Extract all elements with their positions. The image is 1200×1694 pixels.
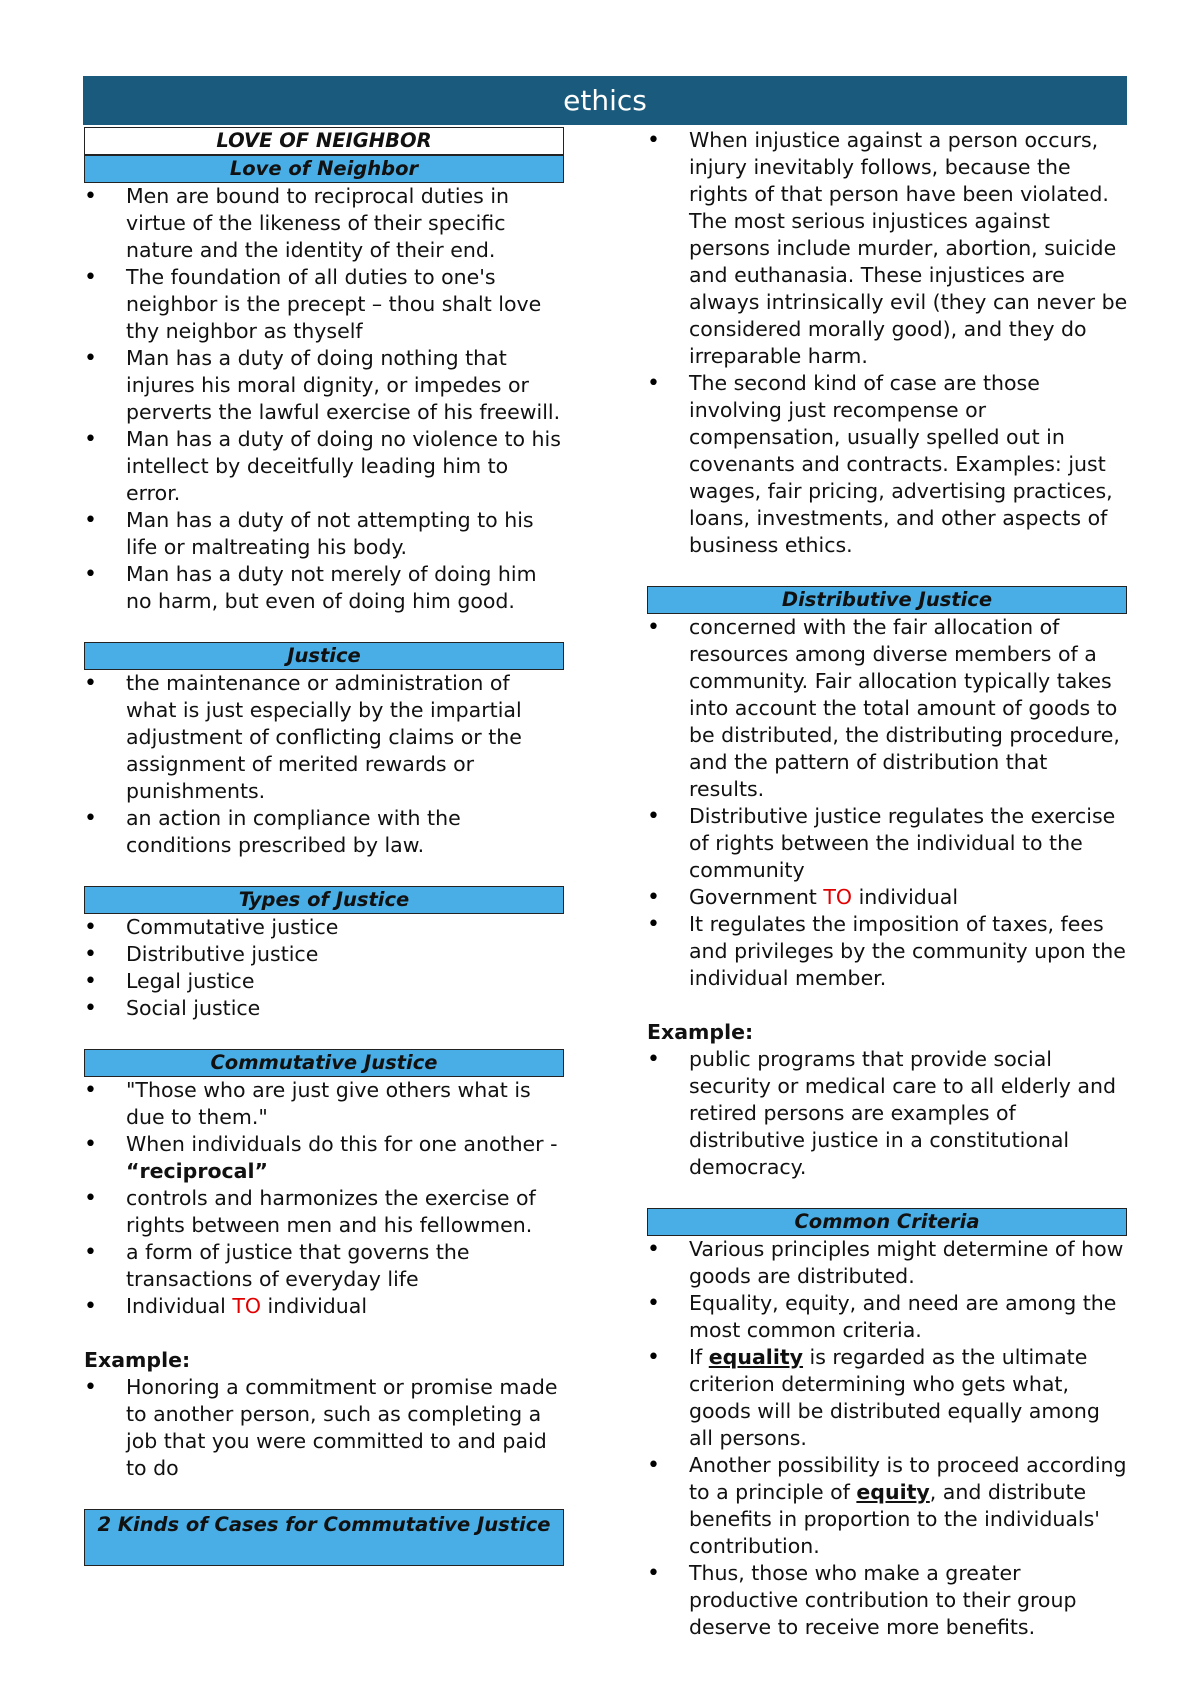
list-item: • Legal justice: [84, 968, 564, 995]
list-item: • Distributive justice regulates the exercise of rights between the individual to the community: [647, 803, 1128, 884]
example-list: [84, 1374, 564, 1482]
justice-header: Justice: [84, 642, 564, 670]
list-item: • Man has a duty of doing nothing that injures his moral dignity, or impedes or perverts the lawful exercise of his freewill.: [84, 345, 564, 426]
criteria-text: , and distribute benefits in proportion to the individuals' contribution.: [689, 1480, 1100, 1558]
individual-text: individual: [852, 885, 959, 909]
list-item: • The foundation of all duties to one's neighbor is the precept – thou shalt love thy neighbor as thyself: [84, 264, 564, 345]
to-highlight: TO: [232, 1294, 262, 1318]
individual-text: Individual: [126, 1294, 233, 1318]
government-text: Government: [689, 885, 824, 909]
list-item: • controls and harmonizes the exercise of rights between men and his fellowmen.: [84, 1185, 564, 1239]
equality-term: equality: [708, 1345, 804, 1369]
distributive-justice-list: [647, 614, 1128, 992]
reciprocal-text: When individuals do this for one another -: [126, 1132, 558, 1156]
individual-text: individual: [261, 1294, 368, 1318]
example-label: Example:: [84, 1348, 191, 1372]
list-item: [647, 884, 1128, 911]
distributive-justice-header: Distributive Justice: [647, 586, 1127, 614]
list-item: • When injustice against a person occurs, injury inevitably follows, because the rights of that person have been violated. The most serious injustices against persons include murder, abortion, suicide and euthanasia. These injustices are always intrinsically evil (they can never be considered morally good), and they do irreparable harm.: [647, 127, 1128, 370]
types-of-justice-list: [84, 914, 564, 1022]
common-criteria-header: Common Criteria: [647, 1208, 1127, 1236]
list-item: • Commutative justice: [84, 914, 564, 941]
kinds-of-cases-list: [647, 127, 1128, 559]
example-label: Example:: [647, 1020, 754, 1044]
right-column: [647, 127, 1128, 1641]
list-item: [647, 1344, 1128, 1452]
list-item: • the maintenance or administration of what is just especially by the impartial adjustment of conflicting claims or the assignment of merited rewards or punishments.: [84, 670, 564, 805]
common-criteria-list: [647, 1236, 1128, 1641]
list-item: • Men are bound to reciprocal duties in virtue of the likeness of their specific nature and the identity of their end.: [84, 183, 564, 264]
list-item: • Man has a duty of not attempting to his life or maltreating his body.: [84, 507, 564, 561]
list-item: • Man has a duty of doing no violence to his intellect by deceitfully leading him to error.: [84, 426, 564, 507]
list-item: • a form of justice that governs the transactions of everyday life: [84, 1239, 564, 1293]
list-item: • "Those who are just give others what is due to them.": [84, 1077, 564, 1131]
list-item: • Equality, equity, and need are among the most common criteria.: [647, 1290, 1128, 1344]
justice-list: [84, 670, 564, 859]
criteria-text: If: [689, 1345, 709, 1369]
list-item: [647, 1452, 1128, 1560]
left-column: [84, 127, 564, 1566]
list-item: • Distributive justice: [84, 941, 564, 968]
list-item: • Honoring a commitment or promise made to another person, such as completing a job that you were committed to and paid to do: [84, 1374, 564, 1482]
list-item: • concerned with the fair allocation of resources among diverse members of a community. Fair allocation typically takes into account the total amount of goods to be distributed, the distributing procedure, and the pattern of distribution that results.: [647, 614, 1128, 803]
document-title: ethics: [83, 76, 1127, 125]
list-item: • public programs that provide social security or medical care to all elderly and retired persons are examples of distributive justice in a constitutional democracy.: [647, 1046, 1128, 1181]
list-item: • Thus, those who make a greater productive contribution to their group deserve to receive more benefits.: [647, 1560, 1128, 1641]
list-item: • Man has a duty not merely of doing him no harm, but even of doing him good.: [84, 561, 564, 615]
list-item: • It regulates the imposition of taxes, fees and privileges by the community upon the individual member.: [647, 911, 1128, 992]
love-of-neighbor-header: Love of Neighbor: [84, 155, 564, 183]
kinds-of-cases-header: 2 Kinds of Cases for Commutative Justice: [84, 1509, 564, 1566]
list-item: • Social justice: [84, 995, 564, 1022]
list-item: • The second kind of case are those involving just recompense or compensation, usually spelled out in covenants and contracts. Examples: just wages, fair pricing, advertising practices, loans, investments, and other aspects of business ethics.: [647, 370, 1128, 559]
list-item: [84, 1131, 564, 1185]
equity-term: equity: [856, 1480, 930, 1504]
commutative-justice-list: [84, 1077, 564, 1320]
types-of-justice-header: Types of Justice: [84, 886, 564, 914]
love-of-neighbor-list: [84, 183, 564, 615]
list-item: • Various principles might determine of how goods are distributed.: [647, 1236, 1128, 1290]
criteria-text: is regarded as the ultimate criterion determining who gets what, goods will be distributed equally among all persons.: [689, 1345, 1100, 1450]
criteria-text: Another possibility is to proceed according to a principle of: [689, 1453, 1127, 1504]
love-of-neighbor-title: LOVE OF NEIGHBOR: [84, 127, 564, 155]
commutative-justice-header: Commutative Justice: [84, 1049, 564, 1077]
example-list: [647, 1046, 1128, 1181]
reciprocal-bold: “reciprocal”: [126, 1159, 269, 1183]
list-item: • an action in compliance with the conditions prescribed by law.: [84, 805, 564, 859]
to-highlight: TO: [823, 885, 853, 909]
list-item: [84, 1293, 564, 1320]
